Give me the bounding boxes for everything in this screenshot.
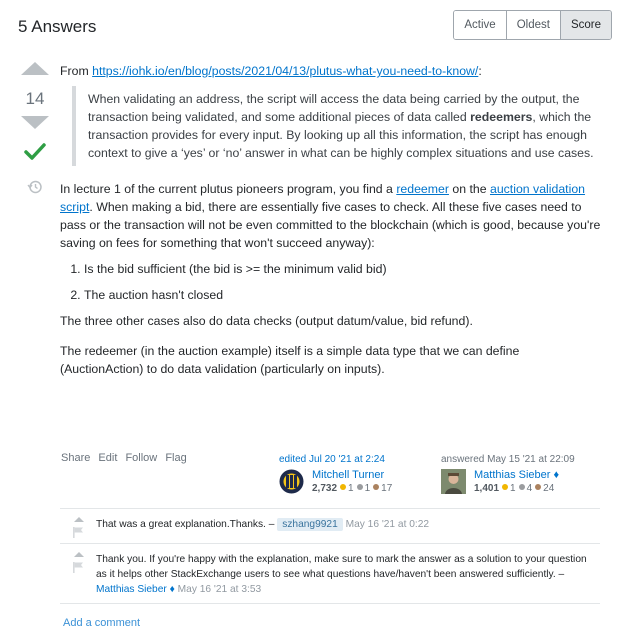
downvote-button[interactable] (21, 116, 49, 129)
vote-count: 14 (25, 89, 45, 108)
author-signature (441, 454, 575, 496)
gold-badge-icon (502, 484, 508, 490)
bronze-badge-icon (373, 484, 379, 490)
follow-link[interactable]: Follow (125, 452, 158, 464)
editor-reputation (312, 482, 392, 496)
comment-item (60, 544, 600, 604)
comment-item (60, 509, 600, 544)
add-comment-link[interactable]: Add a comment (63, 617, 141, 629)
bronze-badge-icon (535, 484, 541, 490)
lecture-paragraph (60, 180, 606, 252)
gold-badge-icon (340, 484, 346, 490)
sort-active-button[interactable]: Active (454, 11, 505, 39)
blockquote (72, 86, 594, 166)
p2-text-1: In lecture 1 of the current plutus pioneers program, you find a (60, 182, 397, 196)
flag-icon[interactable] (73, 527, 84, 538)
source-line (60, 62, 606, 80)
redeemer-link[interactable]: redeemer (396, 182, 449, 196)
answer-count-heading: 5 Answers (18, 17, 97, 36)
editor-avatar[interactable] (279, 469, 304, 494)
silver-badge-icon (519, 484, 525, 490)
list-item: 2. The auction hasn't closed (84, 286, 606, 304)
editor-silver-count: 1 (364, 483, 371, 494)
quote-text-1: When validating an address, the script will access the data being carried by the output, the transaction being validated, and some additional pieces of data called (88, 92, 580, 124)
comment-upvote-button[interactable] (74, 517, 84, 522)
list-item: 1. Is the bid sufficient (the bid is >= the minimum valid bid) (84, 260, 606, 278)
silver-badge-icon (357, 484, 363, 490)
comment-actions (60, 544, 90, 603)
answers-header (18, 14, 614, 40)
comment-actions (60, 509, 90, 543)
flag-icon[interactable] (73, 562, 84, 573)
quote-text-2: , which the transaction provides for every input. By looking up all this information, the script has enough context to give a ‘yes’ or ‘no’ answer in what can be highly complex situations and use cases. (88, 110, 594, 160)
edited-timestamp-link[interactable]: edited Jul 20 '21 at 2:24 (279, 454, 385, 465)
comment-body (90, 509, 435, 543)
quote-bold: redeemers (470, 110, 533, 124)
comments-list (60, 508, 600, 604)
p2-text-2: on the (448, 182, 490, 196)
sort-tabs (453, 10, 612, 40)
moderator-diamond-icon: ♦ (553, 469, 560, 481)
accepted-check-icon (18, 141, 52, 165)
source-link[interactable]: https://iohk.io/en/blog/posts/2021/04/13/plutus-what-you-need-to-know/ (92, 64, 479, 78)
answer-body (60, 62, 606, 378)
editor-gold-count: 1 (348, 483, 354, 494)
p2-text-3: . When making a bid, there are essentially five cases to check. All these five cases need to pass or the transaction will not be even committed to the blockchain (which is good, because you're saving on fees for something that won't succeed anyway): (60, 200, 601, 250)
sort-oldest-button[interactable]: Oldest (506, 11, 560, 39)
source-prefix: From (60, 64, 93, 78)
comment-text: Thank you. If you're happy with the explanation, make sure to mark the answer as a solution to your question as it helps other StackExchange users to see what questions have/haven't been answered sufficiently. (96, 554, 587, 580)
comment-date[interactable]: May 16 '21 at 3:53 (177, 584, 262, 595)
history-icon[interactable] (18, 179, 52, 197)
comment-body (90, 544, 600, 603)
comment-text: That was a great explanation.Thanks. (96, 519, 266, 530)
author-silver-count: 4 (526, 483, 533, 494)
comment-user-link[interactable]: Matthias Sieber (96, 584, 167, 595)
edit-link[interactable]: Edit (98, 452, 118, 464)
share-link[interactable]: Share (61, 452, 91, 464)
editor-name[interactable]: Mitchell Turner (312, 469, 385, 481)
author-rep-score: 1,401 (474, 483, 500, 494)
author-gold-count: 1 (510, 483, 516, 494)
cases-list (60, 260, 606, 304)
vote-cell (18, 62, 52, 197)
author-bronze-count: 24 (543, 483, 555, 494)
answered-timestamp: answered May 15 '21 at 22:09 (441, 454, 575, 465)
editor-rep-score: 2,732 (312, 483, 338, 494)
editor-signature (279, 454, 392, 496)
comment-upvote-button[interactable] (74, 552, 84, 557)
moderator-diamond-icon: ♦ (169, 584, 175, 595)
sort-score-button[interactable]: Score (560, 11, 611, 39)
post-menu (61, 452, 192, 464)
author-avatar[interactable] (441, 469, 466, 494)
author-name[interactable]: Matthias Sieber (474, 469, 551, 481)
other-cases-paragraph: The three other cases also do data checks (output datum/value, bid refund). (60, 314, 473, 328)
upvote-button[interactable] (21, 62, 49, 75)
author-name-line (474, 469, 559, 482)
comment-dash: – (555, 569, 565, 580)
comment-user-link[interactable]: szhang9921 (277, 518, 343, 531)
redeemer-paragraph: The redeemer (in the auction example) itself is a simple data type that we can define (AuctionAction) to do data validation (particularly on inputs). (60, 344, 520, 376)
comment-date[interactable]: May 16 '21 at 0:22 (345, 519, 430, 530)
author-reputation (474, 482, 559, 496)
flag-link[interactable]: Flag (165, 452, 187, 464)
comment-dash: – (265, 519, 278, 530)
source-suffix: : (478, 64, 482, 78)
editor-bronze-count: 17 (381, 483, 393, 494)
auction-script-link[interactable]: auction validation script (60, 182, 586, 214)
